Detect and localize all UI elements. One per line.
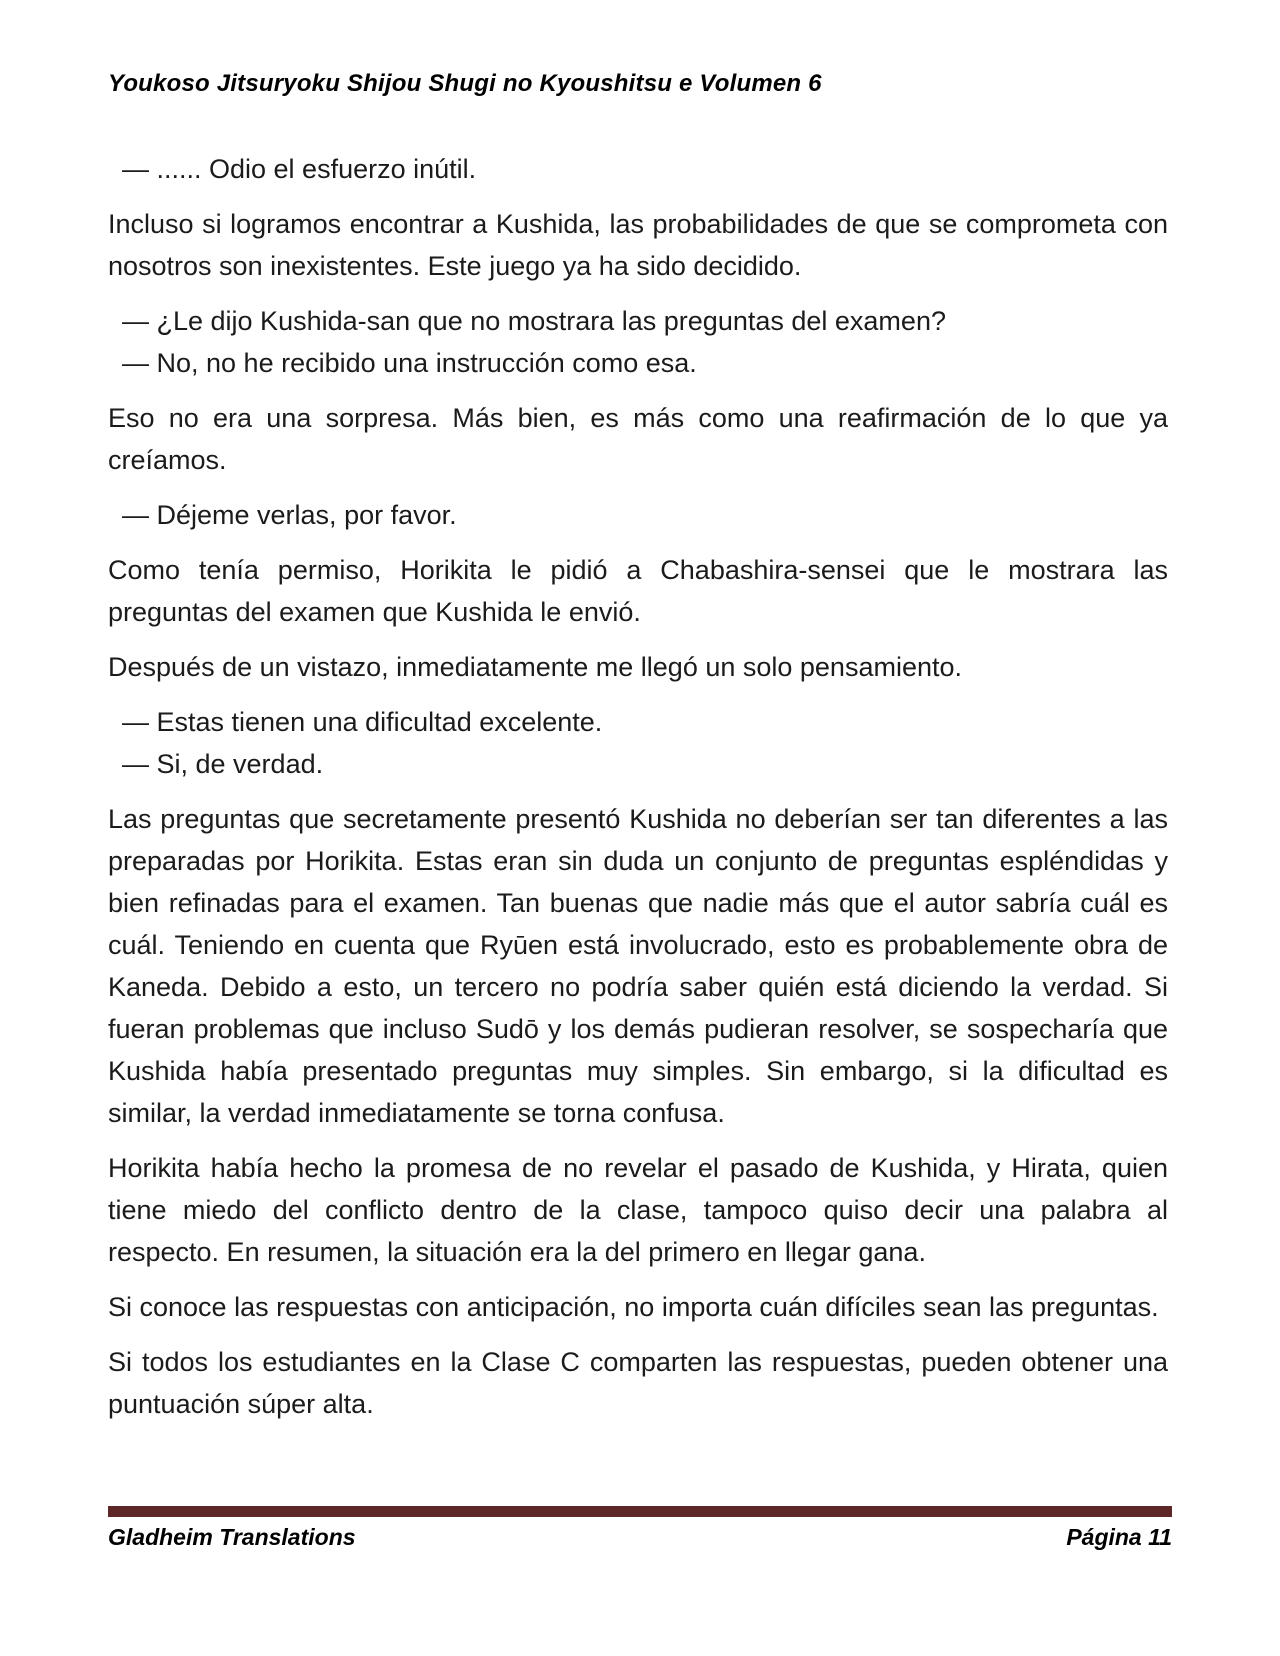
dialogue-line: — Estas tienen una dificultad excelente. [122, 707, 603, 737]
dialogue-line: — Déjeme verlas, por favor. [122, 500, 457, 530]
narration-paragraph: Eso no era una sorpresa. Más bien, es más como una reafirmación de lo que ya creíamos. [108, 403, 1168, 475]
footer-row [108, 1524, 1172, 1551]
dialogue-paragraph [108, 148, 1168, 190]
footer-divider-rule [108, 1506, 1172, 1517]
page-header-title: Youkoso Jitsuryoku Shijou Shugi no Kyoushitsu e Volumen 6 [108, 70, 822, 97]
dialogue-paragraph [108, 494, 1168, 536]
footer-page-number: Página 11 [1066, 1524, 1172, 1550]
narration-paragraph: Si todos los estudiantes en la Clase C comparten las respuestas, pueden obtener una puntuación súper alta. [108, 1347, 1168, 1419]
dialogue-paragraph [108, 300, 1168, 384]
dialogue-paragraph [108, 701, 1168, 785]
footer-translator-credit: Gladheim Translations [108, 1524, 356, 1550]
narration-paragraph: Como tenía permiso, Horikita le pidió a Chabashira-sensei que le mostrara las preguntas del examen que Kushida le envió. [108, 555, 1168, 627]
narration-paragraph: Después de un vistazo, inmediatamente me llegó un solo pensamiento. [108, 652, 963, 682]
dialogue-line: — No, no he recibido una instrucción como esa. [122, 348, 697, 378]
page-footer [108, 1506, 1172, 1551]
narration-paragraph: Si conoce las respuestas con anticipación, no importa cuán difíciles sean las preguntas. [108, 1292, 1159, 1322]
dialogue-line: — ...... Odio el esfuerzo inútil. [122, 154, 477, 184]
dialogue-line: — Si, de verdad. [122, 749, 324, 779]
narration-paragraph: Horikita había hecho la promesa de no revelar el pasado de Kushida, y Hirata, quien tiene miedo del conflicto dentro de la clase, tampoco quiso decir una palabra al respecto. En resumen, la situación era la del primero en llegar gana. [108, 1153, 1168, 1267]
page-body [108, 148, 1168, 1425]
narration-paragraph: Incluso si logramos encontrar a Kushida, las probabilidades de que se comprometa con nosotros son inexistentes. Este juego ya ha sido decidido. [108, 209, 1168, 281]
dialogue-line: — ¿Le dijo Kushida-san que no mostrara las preguntas del examen? [122, 306, 946, 336]
narration-paragraph: Las preguntas que secretamente presentó Kushida no deberían ser tan diferentes a las preparadas por Horikita. Estas eran sin duda un conjunto de preguntas espléndidas y bien refinadas para el examen. Tan buenas que nadie más que el autor sabría cuál es cuál. Teniendo en cuenta que Ryūen está involucrado, esto es probablemente obra de Kaneda. Debido a esto, un tercero no podría saber quién está diciendo la verdad. Si fueran problemas que incluso Sudō y los demás pudieran resolver, se sospecharía que Kushida había presentado preguntas muy simples. Sin embargo, si la dificultad es similar, la verdad inmediatamente se torna confusa. [108, 804, 1168, 1128]
